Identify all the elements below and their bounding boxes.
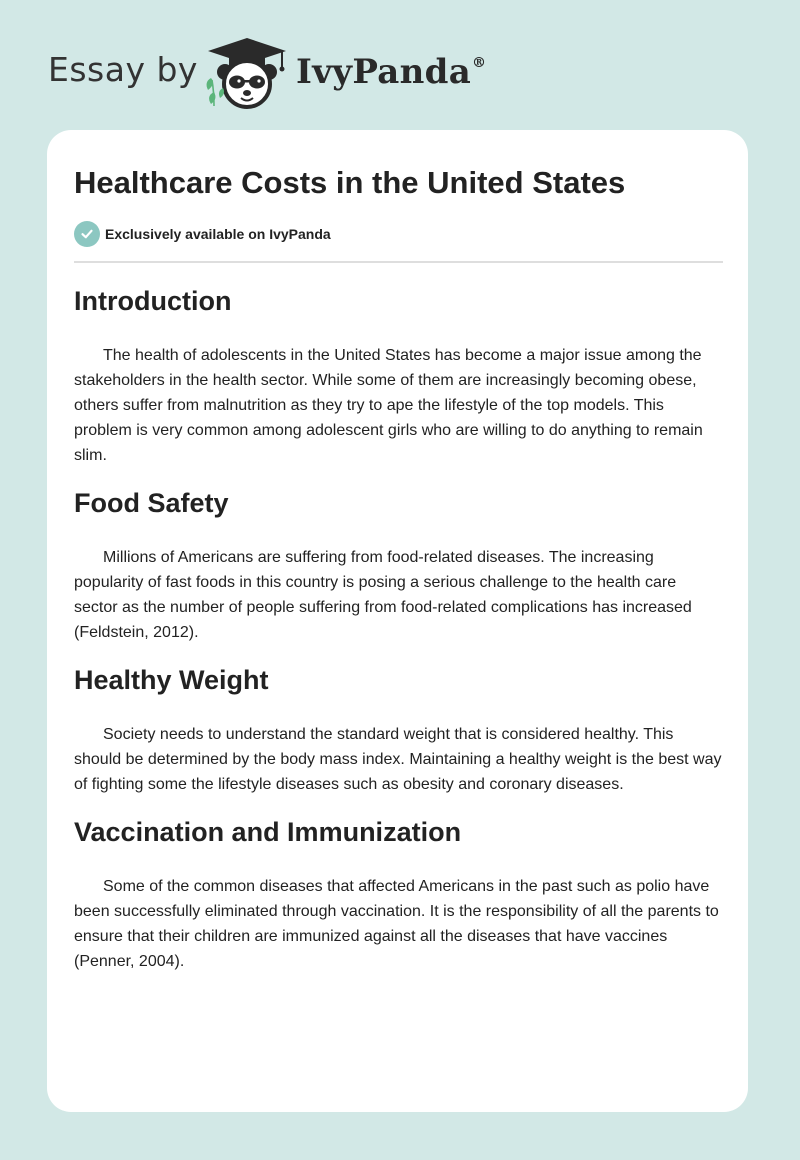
- section-paragraph: Millions of Americans are suffering from food-related diseases. The increasing popularity of fast foods in this country is posing a serious challenge to the health care sector as the number of people suffering from food-related complications has increased (Feldstein, 2012).: [74, 549, 692, 641]
- section-paragraph: The health of adolescents in the United States has become a major issue among the stakeholders in the health sector. While some of them are increasingly becoming obese, others suffer from malnutrition as they try to ape the lifestyle of the top models. This problem is very common among adolescent girls who are willing to do anything to remain slim.: [74, 347, 703, 464]
- section-heading: Food Safety: [74, 488, 229, 518]
- essay-by-label: Essay by: [48, 50, 198, 89]
- site-header: [0, 0, 800, 130]
- section-heading: Introduction: [74, 286, 232, 316]
- divider: [74, 261, 723, 263]
- section-introduction: [74, 285, 724, 468]
- registered-mark: ®: [472, 54, 487, 71]
- section-paragraph: Society needs to understand the standard weight that is considered healthy. This should be determined by the body mass index. Maintaining a healthy weight is the best way of fighting some the lifestyle diseases such as obesity and coronary diseases.: [74, 726, 722, 793]
- brand-logo[interactable]: [296, 52, 486, 92]
- brand-name: IvyPanda: [296, 52, 472, 92]
- panda-graduate-icon[interactable]: [202, 34, 292, 110]
- check-icon: [74, 221, 100, 247]
- exclusive-label: Exclusively available on IvyPanda: [105, 226, 331, 242]
- section-paragraph: Some of the common diseases that affected Americans in the past such as polio have been successfully eliminated through vaccination. It is the responsibility of all the parents to ensure that their children are immunized against all the diseases that have vaccines (Penner, 2004).: [74, 878, 719, 970]
- essay-card: [47, 130, 748, 1112]
- exclusive-badge: [74, 220, 331, 248]
- section-heading: Healthy Weight: [74, 665, 269, 695]
- section-food-safety: [74, 487, 724, 645]
- page-title: Healthcare Costs in the United States: [74, 165, 626, 200]
- section-heading: Vaccination and Immunization: [74, 817, 462, 847]
- section-vaccination: [74, 816, 724, 974]
- section-healthy-weight: [74, 664, 724, 797]
